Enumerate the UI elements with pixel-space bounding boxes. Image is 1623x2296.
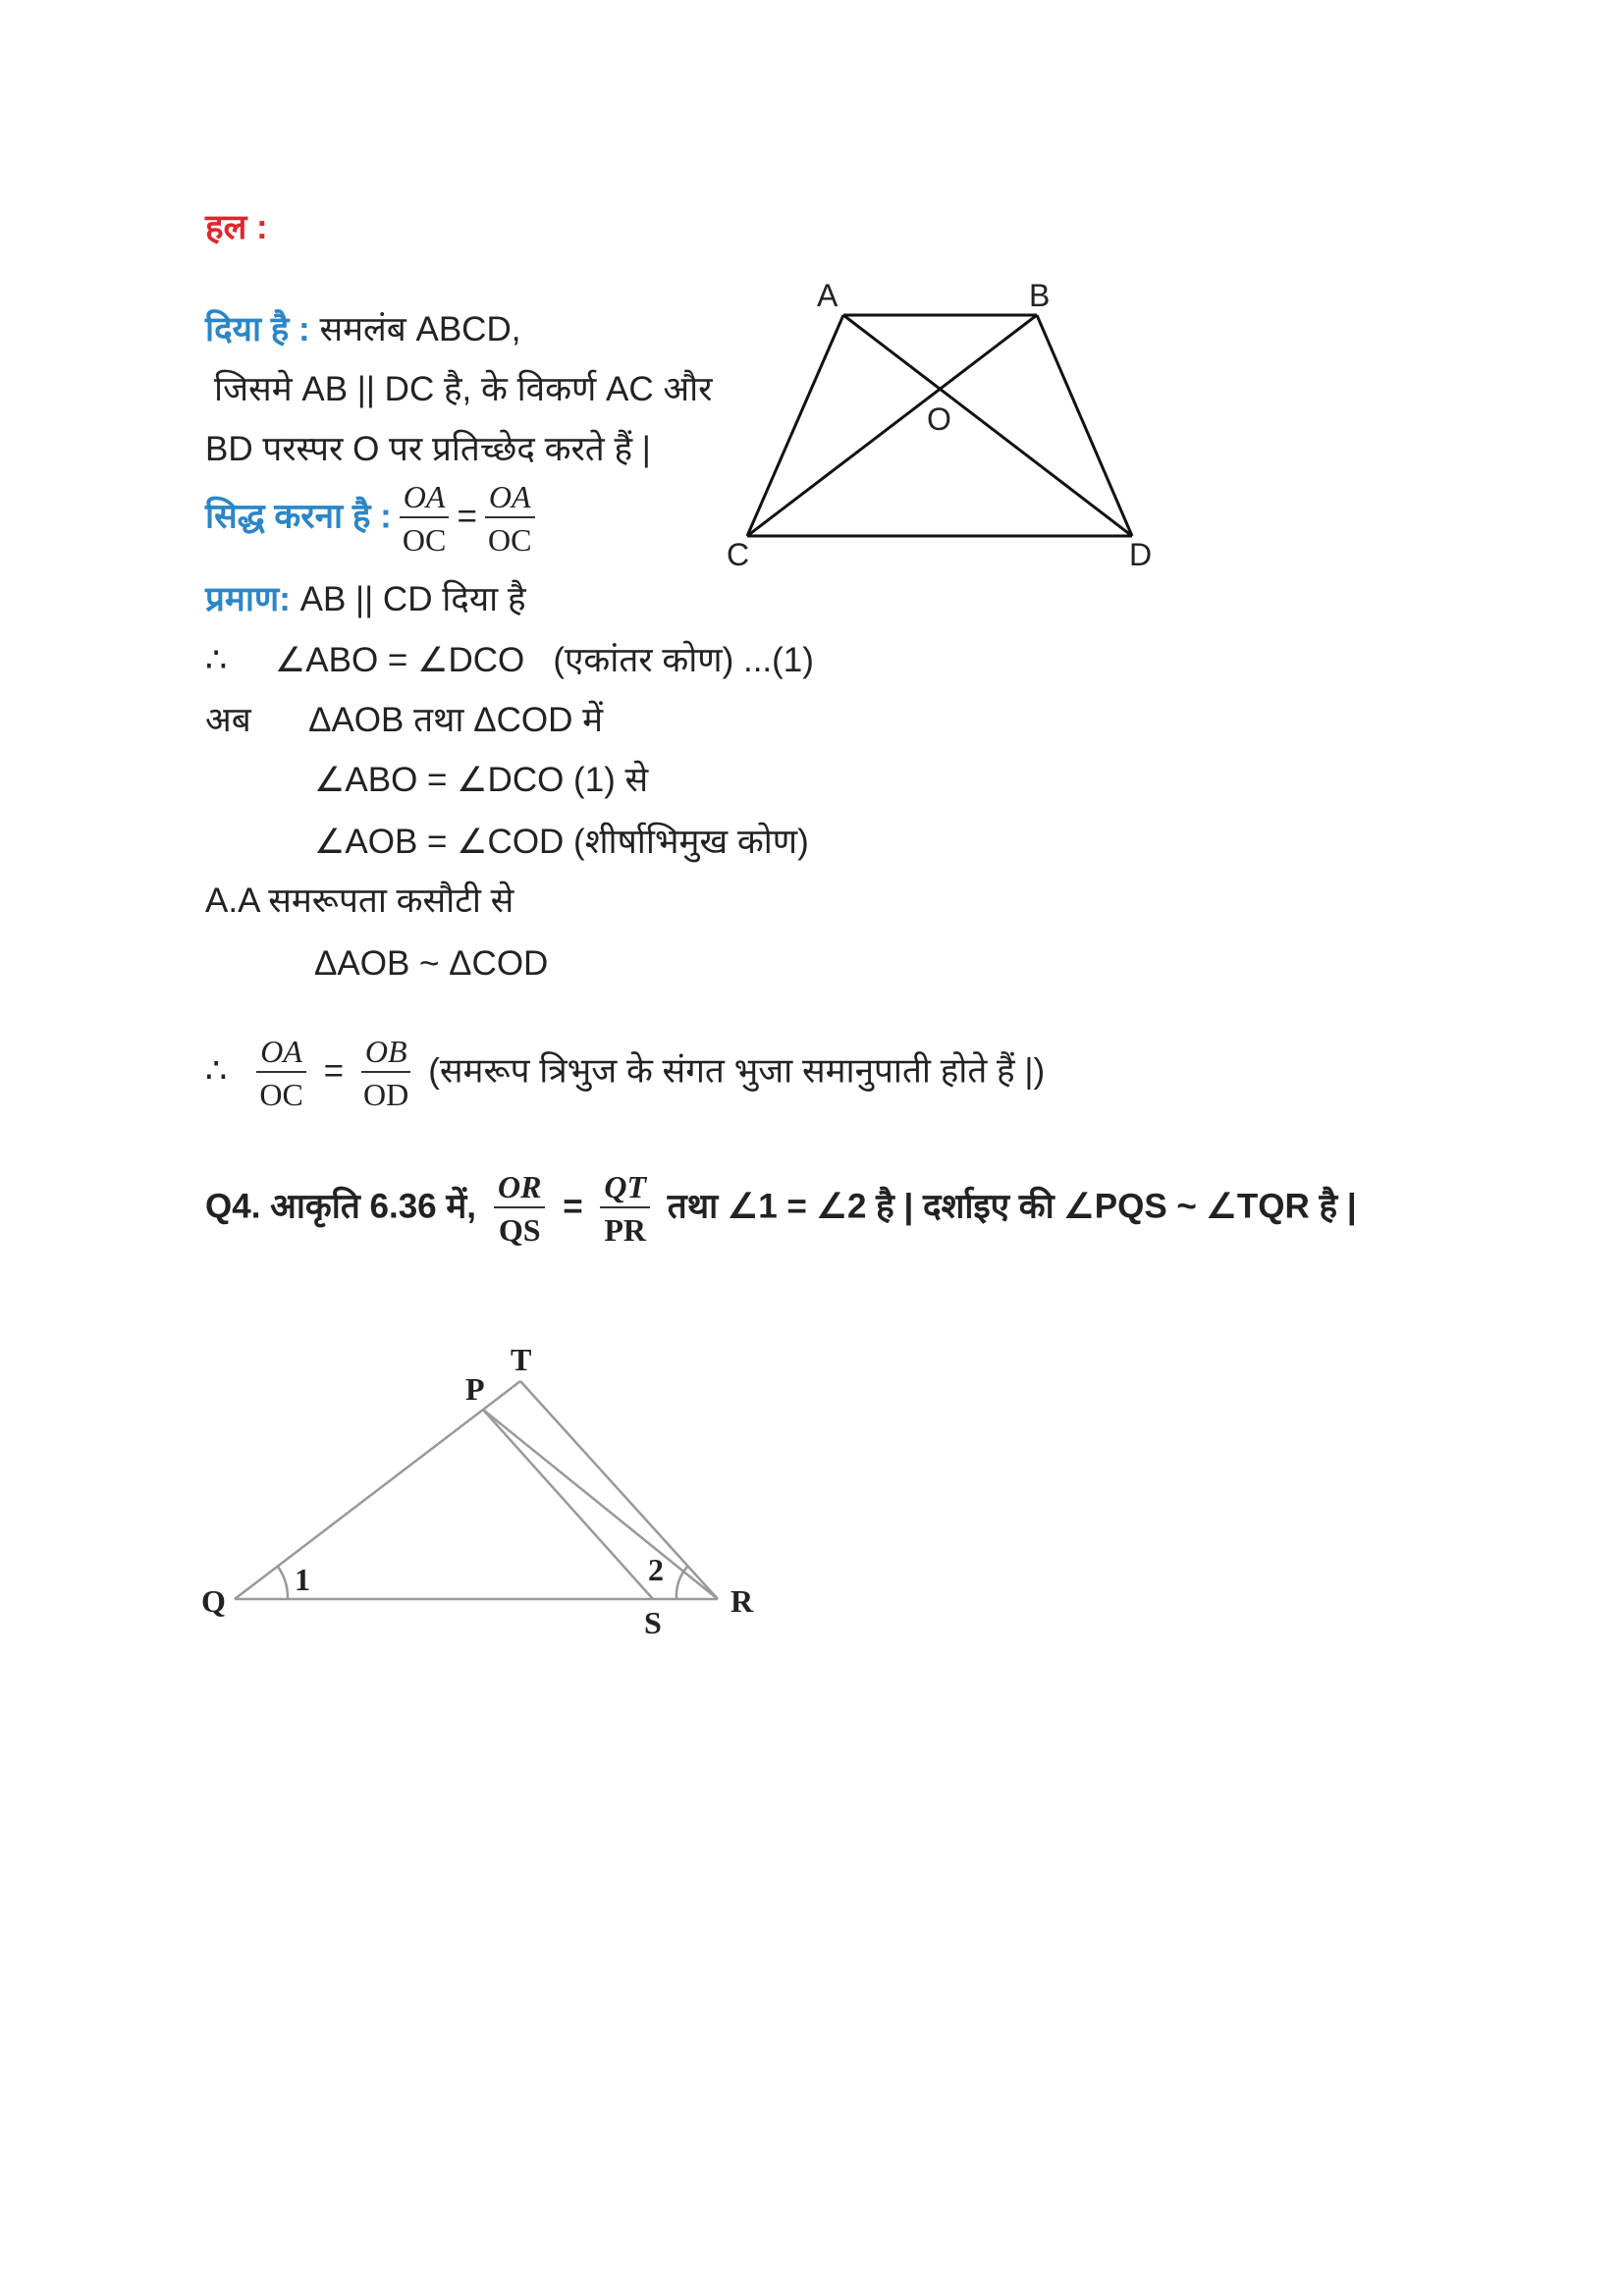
denominator: OD (363, 1077, 409, 1112)
label-q: Q (201, 1583, 226, 1619)
proof-step-3: ∠ABO = ∠DCO (1) से (314, 761, 649, 799)
solution-heading: हल : (205, 208, 268, 246)
given-text: समलंब ABCD, (319, 310, 521, 348)
denominator: QS (498, 1212, 541, 1248)
equals: = (457, 497, 477, 536)
numerator: OA (256, 1036, 306, 1073)
label-a: A (817, 278, 839, 313)
proof-step-5: A.A समरूपता कसौटी से (205, 881, 514, 920)
given-line-3: BD परस्पर O पर प्रतिच्छेद करते हैं | (205, 430, 651, 468)
proof-text: AB || CD दिया है (299, 580, 526, 618)
segment-pr (483, 1410, 718, 1599)
numerator: OA (485, 481, 535, 518)
proof-step-2: अब ΔAOB तथा ΔCOD में (205, 701, 603, 739)
diagonal-ad (843, 315, 1132, 536)
angle-1-label: 1 (295, 1562, 310, 1597)
side-qt (235, 1381, 520, 1599)
angle-2-label: 2 (648, 1552, 664, 1587)
given-line-2: जिसमे AB || DC है, के विकर्ण AC और (214, 370, 713, 408)
therefore-symbol: ∴ (205, 1051, 228, 1091)
conclusion-line: ∴ $\frac{OA}{OC}$ = $\frac{OB}{OD}$ (समरूप त्रिभुज के संगत भुजा समानुपाती होते हैं |) (205, 1034, 1046, 1112)
diagonal-bc (747, 315, 1037, 536)
numerator: OA (400, 481, 450, 518)
label-c: C (727, 537, 750, 572)
label-o: O (927, 401, 951, 437)
side-bd (1037, 315, 1132, 536)
side-tr (520, 1381, 718, 1599)
given-label: दिया है : (205, 310, 310, 348)
proof-step-4: ∠AOB = ∠COD (शीर्षाभिमुख कोण) (314, 823, 809, 861)
label-b: B (1029, 278, 1051, 313)
proof-label: प्रमाण: (205, 580, 291, 618)
to-prove-label: सिद्ध करना है : (205, 497, 392, 536)
label-d: D (1129, 537, 1153, 572)
numerator: OB (361, 1036, 411, 1073)
numerator: OR (494, 1171, 545, 1208)
question-4: Q4. आकृति 6.36 में, $\frac{OR}{QS}$ = $\frac{QT}{PR}$ तथा ∠1 = ∠2 है | दर्शाइए की ∠PQS ~ ∠TQR है | (205, 1169, 1357, 1248)
label-r: R (730, 1583, 754, 1619)
denominator: OC (259, 1077, 303, 1112)
numerator: QT (600, 1171, 650, 1208)
segment-ps (483, 1410, 653, 1599)
reason-text: (समरूप त्रिभुज के संगत भुजा समानुपाती होते हैं |) (428, 1051, 1046, 1091)
proof-step-6: ΔAOB ~ ΔCOD (314, 944, 549, 983)
denominator: OC (402, 522, 447, 558)
question-prefix: Q4. आकृति 6.36 में, (205, 1187, 477, 1226)
label-p: P (465, 1371, 485, 1407)
side-ac-left (747, 315, 843, 536)
angle-1-arc (278, 1567, 288, 1599)
question-suffix: तथा ∠1 = ∠2 है | दर्शाइए की ∠PQS ~ ∠TQR है | (667, 1187, 1357, 1226)
label-s: S (644, 1605, 662, 1640)
denominator: PR (604, 1212, 647, 1248)
label-t: T (511, 1342, 532, 1377)
denominator: OC (488, 522, 532, 558)
proof-step-1: ∴ ∠ABO = ∠DCO (एकांतर कोण) ...(1) (205, 641, 814, 679)
